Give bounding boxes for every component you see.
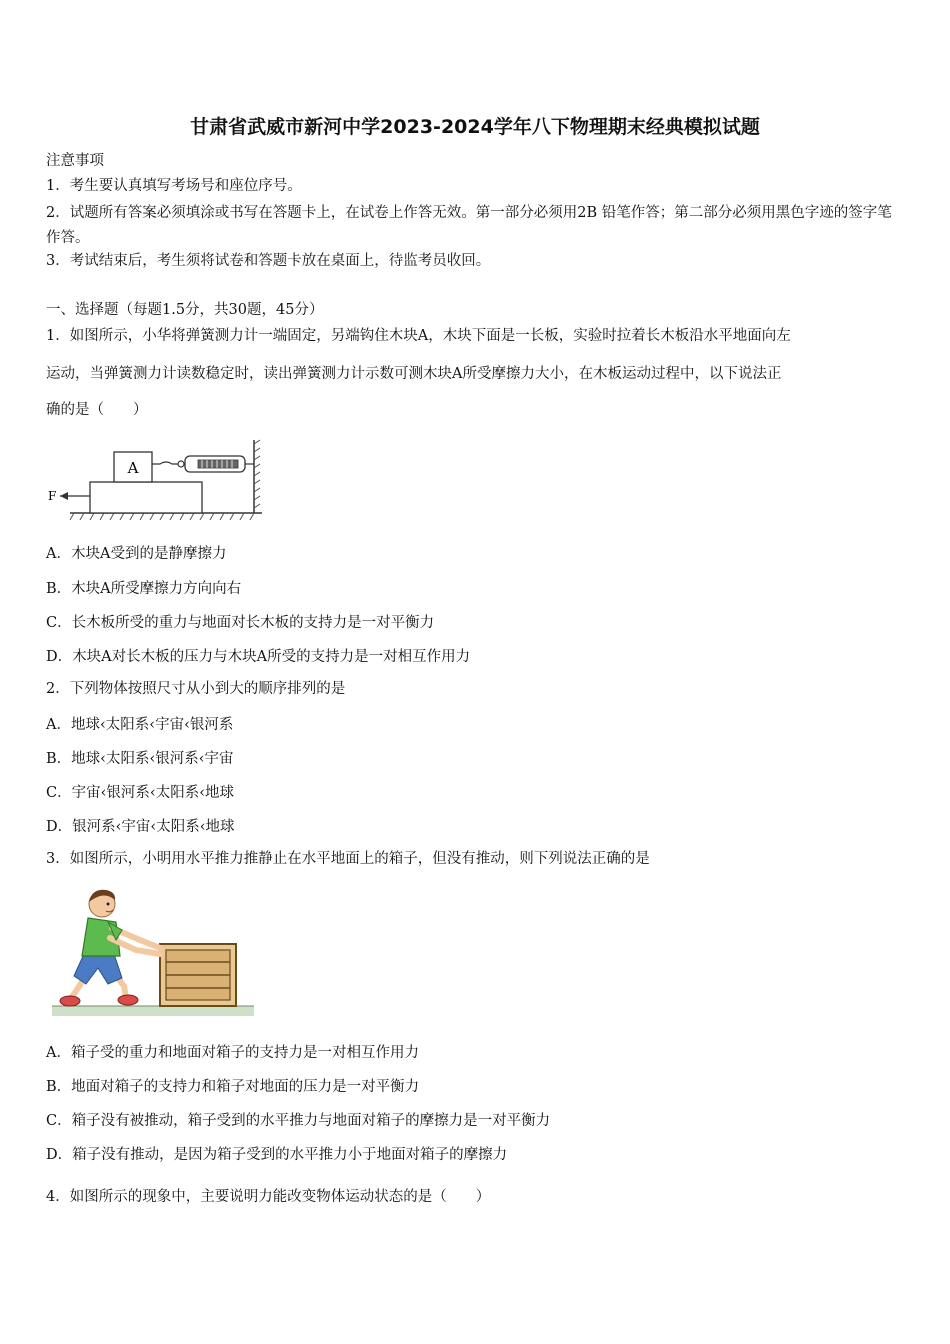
- q4-stem: 4．如图所示的现象中，主要说明力能改变物体运动状态的是（ ）: [46, 1189, 491, 1205]
- q3-option-b: B．地面对箱子的支持力和箱子对地面的压力是一对平衡力: [46, 1079, 420, 1095]
- q1-stem-line2: 运动，当弹簧测力计读数稳定时，读出弹簧测力计示数可测木块A所受摩擦力大小，在木板运动过程中，以下说法正: [46, 366, 782, 382]
- q3-option-d: D．箱子没有推动，是因为箱子受到的水平推力小于地面对箱子的摩擦力: [46, 1147, 508, 1163]
- q2-stem: 2．下列物体按照尺寸从小到大的顺序排列的是: [46, 681, 346, 697]
- notice-item-2: 2．试题所有答案必须填涂或书写在答题卡上，在试卷上作答无效。第一部分必须用2B 铅笔作答；第二部分必须用黑色字迹的签字笔作答。: [46, 205, 892, 246]
- q3-option-c: C．箱子没有被推动，箱子受到的水平推力与地面对箱子的摩擦力是一对平衡力: [46, 1113, 551, 1129]
- q1-figure: [44, 438, 268, 526]
- q1-stem-line1: 1．如图所示，小华将弹簧测力计一端固定，另端钩住木块A，木块下面是一长板，实验时拉着长木板沿水平地面向左: [46, 328, 791, 344]
- q3-option-a: A．箱子受的重力和地面对箱子的支持力是一对相互作用力: [46, 1045, 419, 1061]
- q2-option-d: D．银河系‹宇宙‹太阳系‹地球: [46, 819, 235, 835]
- q1-stem-line3: 确的是（ ）: [46, 402, 148, 418]
- section-heading: 一、选择题（每题1.5分，共30题，45分）: [46, 302, 324, 318]
- q1-block-label: A: [127, 459, 139, 477]
- q1-option-a: A．木块A受到的是静摩擦力: [46, 546, 227, 562]
- notice-item-3: 3．考试结束后，考生须将试卷和答题卡放在桌面上，待监考员收回。: [46, 253, 491, 269]
- q3-figure: [52, 888, 256, 1020]
- q2-option-a: A．地球‹太阳系‹宇宙‹银河系: [46, 717, 234, 733]
- notice-item-1: 1．考生要认真填写考场号和座位序号。: [46, 178, 302, 194]
- q2-option-c: C．宇宙‹银河系‹太阳系‹地球: [46, 785, 234, 801]
- page-title: 甘肃省武威市新河中学2023-2024学年八下物理期末经典模拟试题: [190, 116, 760, 138]
- q1-option-b: B．木块A所受摩擦力方向向右: [46, 581, 242, 597]
- q2-option-b: B．地球‹太阳系‹银河系‹宇宙: [46, 751, 234, 767]
- notice-heading: 注意事项: [46, 153, 104, 169]
- q1-force-label: F: [48, 489, 57, 503]
- q3-stem: 3．如图所示，小明用水平推力推静止在水平地面上的箱子，但没有推动，则下列说法正确的是: [46, 851, 650, 867]
- q1-option-d: D．木块A对长木板的压力与木块A所受的支持力是一对相互作用力: [46, 649, 471, 665]
- q1-option-c: C．长木板所受的重力与地面对长木板的支持力是一对平衡力: [46, 615, 435, 631]
